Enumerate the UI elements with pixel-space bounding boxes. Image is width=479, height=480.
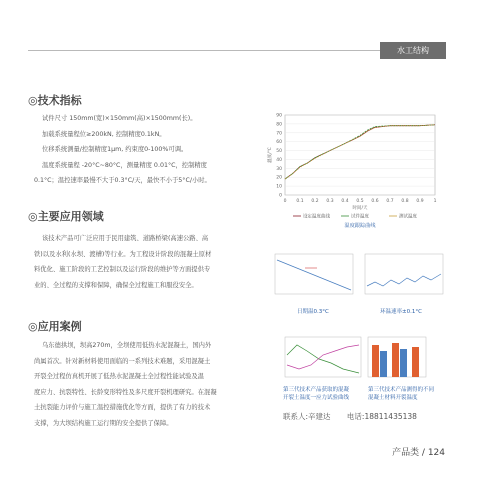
tech-line: 温度系统量程 -20°C~80°C，测量精度 0.01°C，控制精度 — [42, 161, 207, 169]
x-tick-label: 0.5 — [356, 199, 364, 204]
case-line: 支撑，为大坝结构施工运行期的安全提供了保障。 — [34, 419, 173, 427]
tech-paragraph — [34, 111, 264, 189]
bottom-right-caption — [368, 385, 448, 401]
tech-line: 位移系统测量/控制精度1μm, 约束度0-100%可调。 — [42, 146, 188, 153]
bar-4 — [400, 349, 407, 377]
mini-right-caption: 环温速率±0.1°C — [380, 309, 422, 315]
case-line: 度应力、抗裂特性、长龄变形特性及多尺度开裂机理研究。在混凝 — [34, 388, 217, 396]
bar-2 — [380, 351, 387, 377]
x-tick-label: 0 — [283, 199, 287, 204]
y-tick-label: 0 — [279, 193, 282, 199]
stress-line-purple — [287, 345, 359, 369]
app-line: 业的、全过程的支撑和保障，确保全过程施工和服役安全。 — [34, 281, 198, 289]
app-line: 该技术产品可广泛应用于民用建筑、道路桥梁(高速公路、高 — [42, 235, 209, 242]
legend-label: 试件温度 — [351, 214, 369, 220]
stress-curve-chart — [275, 335, 365, 385]
section-title-tech: ◎技术指标 — [28, 94, 82, 107]
case-line: 开裂全过程仿真机开展了低热水泥混凝土全过程性能试验及温 — [34, 373, 205, 380]
app-line: 料优化、施工阶段的工艺控制以及运行阶段的维护等方面提供专 — [34, 266, 211, 273]
bottom-left-caption — [283, 385, 368, 401]
y-tick-label: 30 — [276, 166, 282, 172]
tech-line: 0.1°C；温控速率最慢不大于0.3°C/天，最快不小于5°C/小时。 — [34, 177, 211, 184]
x-tick-label: 1 — [433, 199, 437, 204]
chart-axes — [266, 113, 437, 212]
x-tick-label: 0.7 — [386, 199, 394, 204]
cracking-temperature-chart — [358, 335, 448, 385]
y-tick-label: 40 — [276, 157, 282, 163]
x-tick-label: 0.4 — [341, 199, 349, 204]
section-title-case: ◎应用案例 — [28, 320, 82, 333]
y-tick-label: 10 — [276, 184, 282, 190]
case-line: 土抗裂能力评价与施工温控措施优化等方面，提供了有力的技术 — [34, 404, 211, 411]
bottom-right-caption-2: 混凝土材料开裂温度 — [368, 395, 418, 401]
plot-frame — [285, 115, 435, 195]
bar-3 — [392, 343, 399, 377]
x-axis-label: 时间/天 — [352, 206, 368, 211]
x-tick-label: 0.6 — [371, 199, 379, 204]
section-title-app: ◎主要应用领域 — [28, 210, 104, 223]
x-tick-label: 0.1 — [296, 199, 304, 204]
y-axis-label: 温度/℃ — [268, 147, 273, 163]
contact-phone: 电话:18811435138 — [346, 412, 417, 421]
y-tick-label: 90 — [276, 113, 282, 119]
y-tick-label: 70 — [276, 131, 282, 137]
y-tick-label: 50 — [276, 149, 282, 155]
legend-label: 测试温度 — [399, 214, 417, 220]
y-tick-label: 20 — [276, 175, 282, 181]
tech-line: 加载系统量程位≥200kN, 控制精度0.1kN。 — [42, 130, 166, 138]
temperature-tracking-chart — [265, 110, 445, 250]
mini-chart-right — [355, 252, 445, 304]
contact-person: 联系人:辛建达 — [283, 412, 331, 421]
mini-left-caption: 日期温0.3°C — [297, 309, 329, 315]
tech-line: 试件尺寸 150mm(宽)×150mm(高)×1500mm(长)。 — [42, 115, 197, 122]
y-tick-label: 60 — [276, 140, 282, 146]
bottom-left-caption-1: 第三代技术产品获取的混凝 — [283, 387, 350, 393]
header-tag: 水工结构 — [380, 42, 446, 59]
mini-right-line — [367, 274, 441, 286]
mini-chart-left — [265, 252, 355, 304]
case-line: 尚属首次。针对新材料使用面临的一系列技术难题，采用混凝土 — [34, 357, 211, 365]
mini-left-line — [277, 260, 351, 290]
case-paragraph — [34, 338, 264, 431]
case-line: 乌东德拱坝，坝高270m，全坝使用低热水泥混凝土，国内外 — [42, 342, 212, 349]
legend-label: 设定温度曲线 — [303, 214, 330, 220]
bar-1 — [372, 345, 379, 377]
mini-left-frame — [275, 254, 353, 294]
bar-5 — [412, 347, 419, 377]
mini-right-frame — [365, 254, 443, 294]
chart-caption: 温度跟踪曲线 — [344, 223, 376, 229]
chart-legend — [293, 213, 417, 230]
header-bar — [28, 42, 446, 60]
x-tick-label: 0.8 — [401, 199, 409, 204]
bottom-right-caption-1: 第三代技术产品测得的不同 — [368, 387, 435, 393]
y-tick-label: 80 — [276, 122, 282, 128]
x-tick-label: 0.3 — [326, 199, 334, 204]
header-line — [28, 50, 380, 51]
contact-info — [283, 411, 443, 422]
x-tick-label: 0.2 — [311, 199, 319, 204]
app-paragraph — [34, 231, 264, 293]
app-line: 铁)以及水利(水坝、渡槽)等行业。为工程设计阶段的混凝土原材 — [34, 250, 212, 258]
bottom-left-caption-2: 开裂土温度一应力试验曲线 — [283, 395, 350, 401]
x-tick-label: 0.9 — [416, 199, 424, 204]
page-number: 产品类 / 124 — [392, 448, 445, 458]
